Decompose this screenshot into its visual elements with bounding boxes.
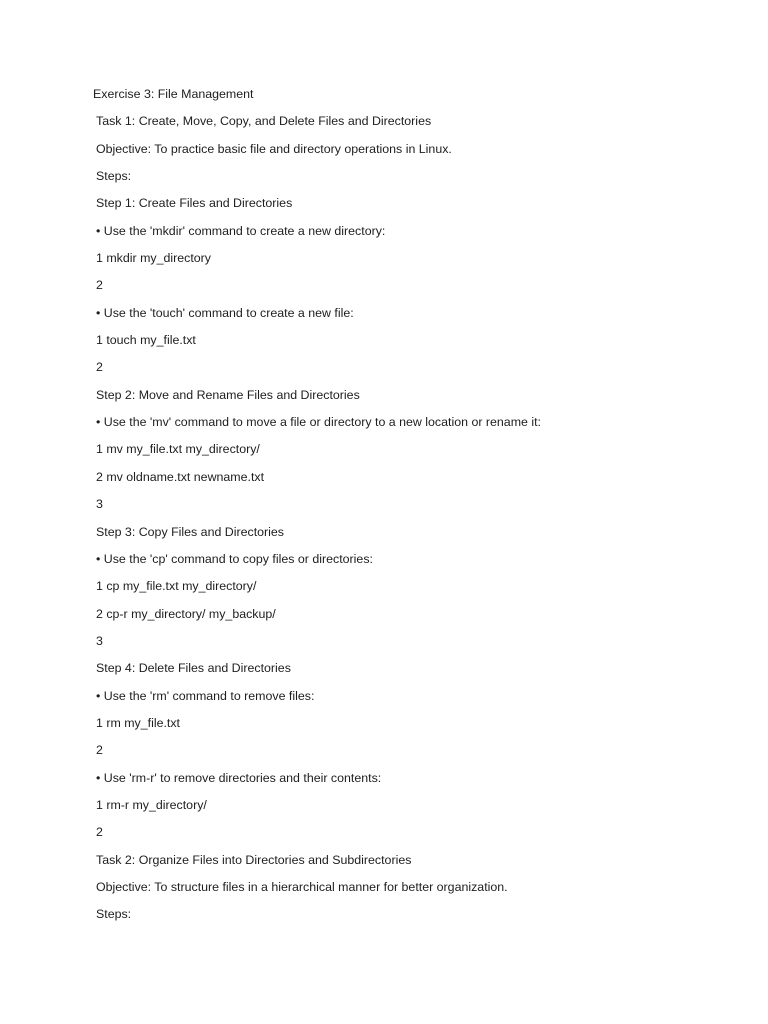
text-line: 2 xyxy=(96,743,103,758)
text-line: 2 xyxy=(96,278,103,293)
text-line: Step 3: Copy Files and Directories xyxy=(96,524,285,539)
text-line: Objective: To practice basic file and directory operations in Linux. xyxy=(96,141,452,156)
text-line: 1 rm-r my_directory/ xyxy=(96,797,207,812)
document-title: Exercise 3: File Management xyxy=(93,87,254,101)
text-line: 1 mkdir my_directory xyxy=(96,251,211,266)
text-line: 2 mv oldname.txt newname.txt xyxy=(96,469,265,484)
text-line: 3 xyxy=(96,497,103,512)
text-line: Objective: To structure files in a hierarchical manner for better organization. xyxy=(96,879,508,894)
text-line: • Use 'rm-r' to remove directories and their contents: xyxy=(96,770,382,785)
text-line: Step 1: Create Files and Directories xyxy=(96,196,293,211)
text-line: Task 2: Organize Files into Directories and Subdirectories xyxy=(96,852,412,867)
text-line: 2 xyxy=(96,360,103,375)
text-line: 1 touch my_file.txt xyxy=(96,333,196,348)
text-line: 3 xyxy=(96,633,103,648)
text-line: 2 xyxy=(96,825,103,840)
text-line: • Use the 'mv' command to move a file or directory to a new location or rename it: xyxy=(96,415,541,430)
text-line: • Use the 'rm' command to remove files: xyxy=(96,688,315,703)
text-line: 2 cp-r my_directory/ my_backup/ xyxy=(96,606,276,621)
text-line: • Use the 'touch' command to create a new file: xyxy=(96,305,354,320)
text-line: Task 1: Create, Move, Copy, and Delete Files and Directories xyxy=(96,114,432,129)
text-line: 1 rm my_file.txt xyxy=(96,715,180,730)
text-line: Steps: xyxy=(96,907,132,922)
text-line: 1 mv my_file.txt my_directory/ xyxy=(96,442,260,457)
text-line: Step 4: Delete Files and Directories xyxy=(96,661,291,676)
document-page xyxy=(93,81,708,929)
text-line: 1 cp my_file.txt my_directory/ xyxy=(96,579,257,594)
text-line: Step 2: Move and Rename Files and Directories xyxy=(96,387,360,402)
text-line: • Use the 'mkdir' command to create a new directory: xyxy=(96,223,386,238)
text-line: • Use the 'cp' command to copy files or directories: xyxy=(96,551,373,566)
text-line: Steps: xyxy=(96,169,132,184)
